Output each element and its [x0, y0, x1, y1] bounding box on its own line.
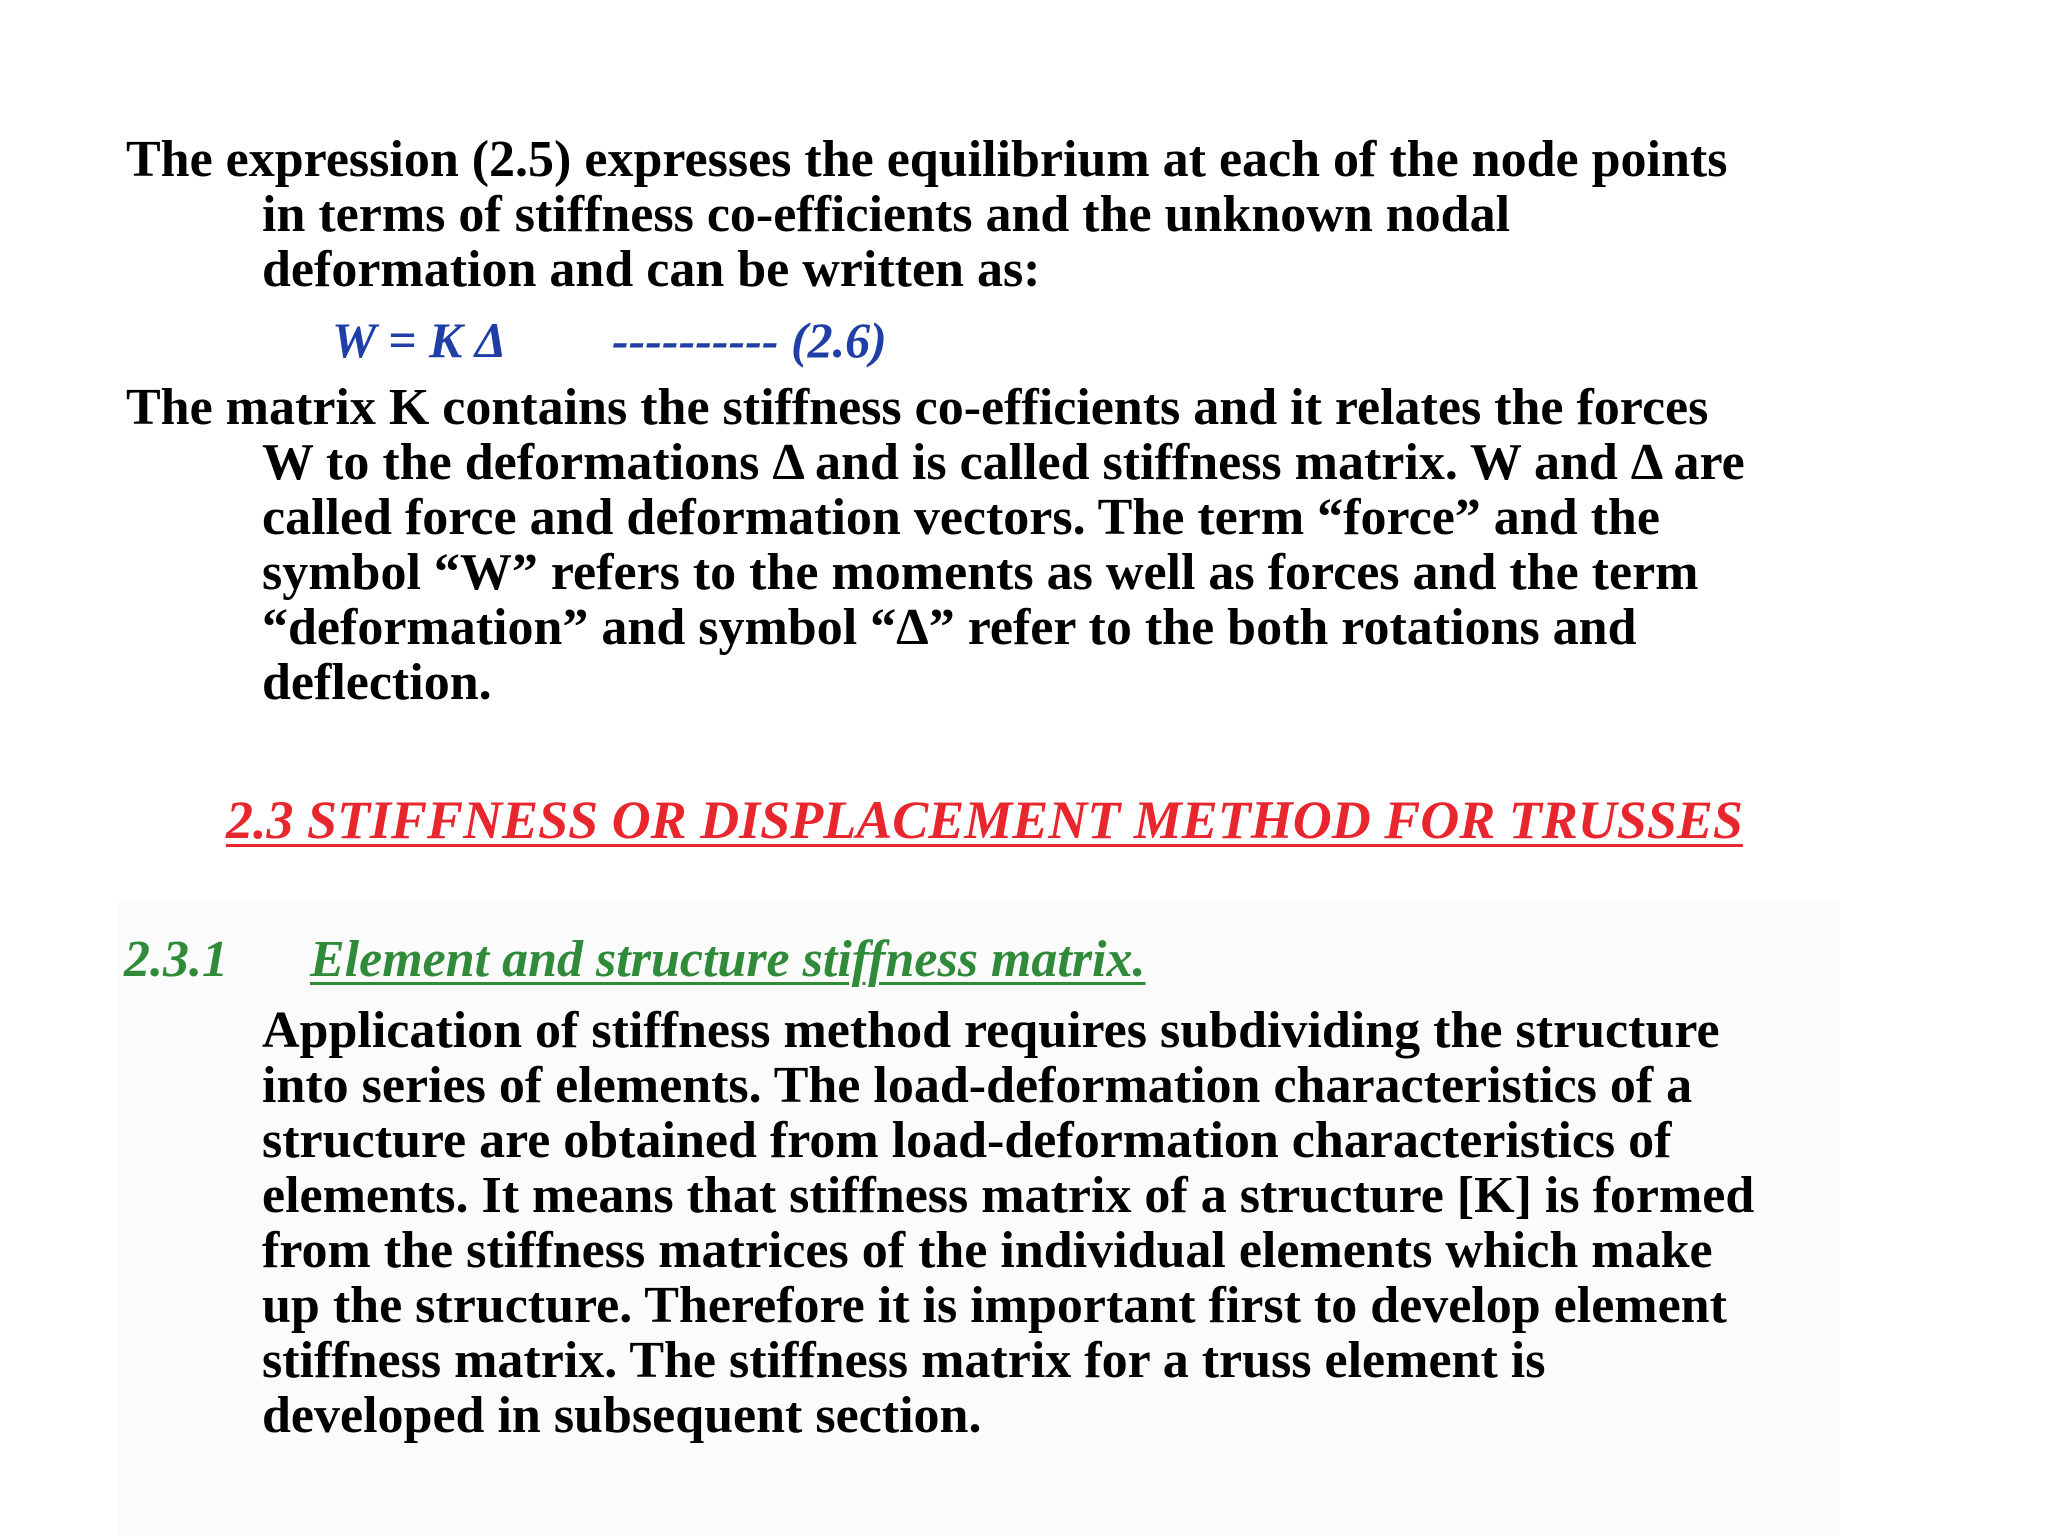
paragraph-equilibrium [126, 132, 1926, 297]
paragraph-element-stiffness [126, 1003, 1926, 1443]
paragraph-line: up the structure. Therefore it is important first to develop element [262, 1277, 1727, 1334]
section-heading: 2.3 STIFFNESS OR DISPLACEMENT METHOD FOR TRUSSES [226, 790, 1743, 850]
paragraph-stiffness-matrix [126, 380, 1926, 710]
paragraph-line: deflection. [262, 654, 492, 711]
paragraph-line: stiffness matrix. The stiffness matrix for a truss element is [262, 1332, 1546, 1389]
paragraph-line: in terms of stiffness co-efficients and the unknown nodal [262, 186, 1511, 243]
paragraph-line: called force and deformation vectors. The term “force” and the [262, 489, 1660, 546]
paragraph-line: from the stiffness matrices of the individual elements which make [262, 1222, 1713, 1279]
paragraph-line: elements. It means that stiffness matrix of a structure [K] is formed [262, 1167, 1755, 1224]
equation-formula: W = K Δ [332, 312, 504, 368]
paragraph-line: The matrix K contains the stiffness co-efficients and it relates the forces [126, 379, 1709, 436]
paragraph-line: deformation and can be written as: [262, 241, 1041, 298]
paragraph-line: Application of stiffness method requires subdividing the structure [262, 1002, 1720, 1059]
paragraph-line: developed in subsequent section. [262, 1387, 982, 1444]
equation-2-6 [332, 312, 887, 368]
paragraph-line: “deformation” and symbol “Δ” refer to the both rotations and [262, 599, 1637, 656]
paragraph-line: W to the deformations Δ and is called stiffness matrix. W and Δ are [262, 434, 1745, 491]
equation-label: ---------- (2.6) [611, 312, 887, 368]
subsection-heading [124, 930, 1146, 990]
paragraph-line: The expression (2.5) expresses the equilibrium at each of the node points [126, 131, 1728, 188]
paragraph-line: symbol “W” refers to the moments as well as forces and the term [262, 544, 1699, 601]
paragraph-line: into series of elements. The load-deformation characteristics of a [262, 1057, 1693, 1114]
paragraph-line: structure are obtained from load-deformation characteristics of [262, 1112, 1672, 1169]
subsection-number: 2.3.1 [124, 931, 228, 988]
subsection-title: Element and structure stiffness matrix. [310, 931, 1146, 988]
